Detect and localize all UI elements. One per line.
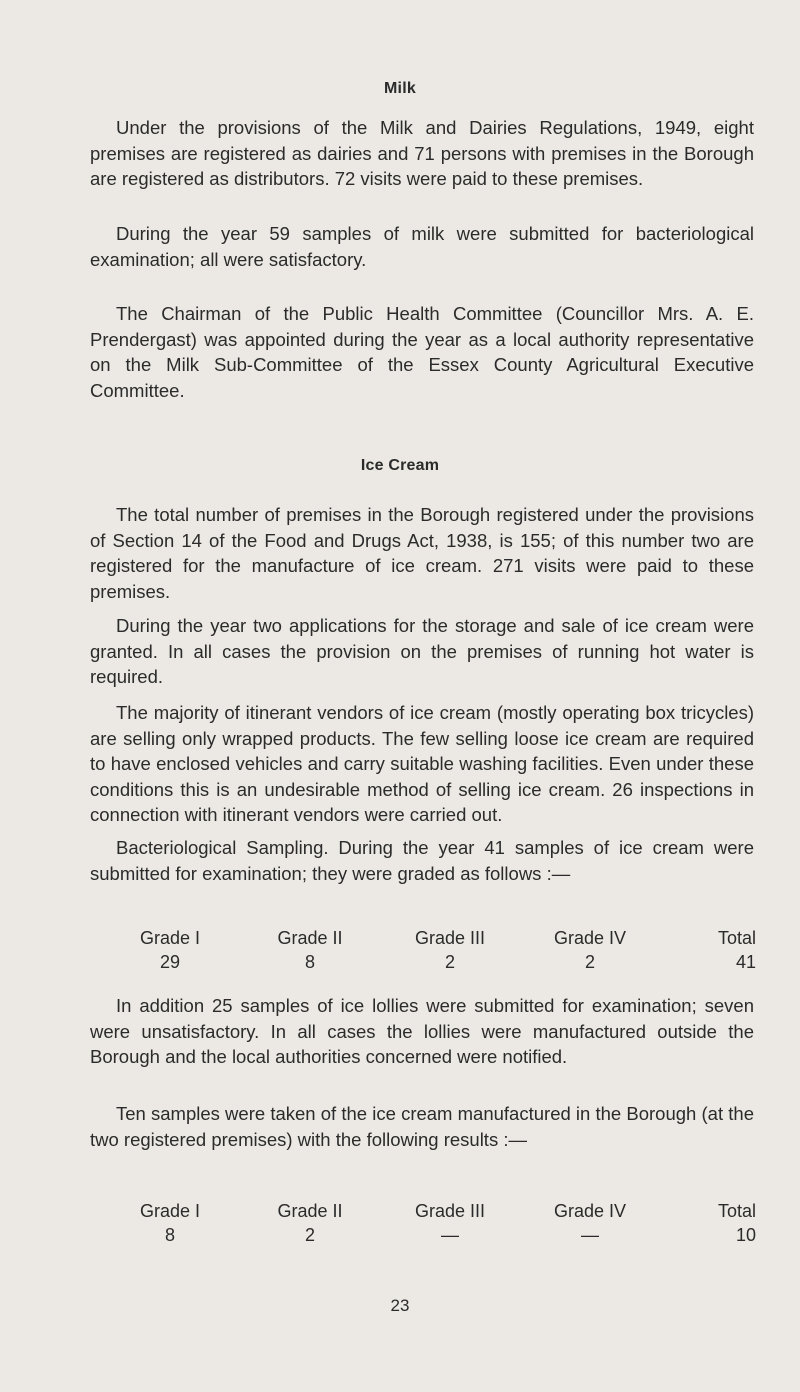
milk-paragraph-1: Under the provisions of the Milk and Dairies Regulations, 1949, eight premises are registered as dairies and 71 persons with premises in the Borough are registered as distributors. 72 visits were paid to these premises. — [90, 117, 754, 189]
table-header-cell: Grade IV — [553, 928, 627, 948]
bacteriological-sampling-paragraph: Bacteriological Sampling. During the year 41 samples of ice cream were submitted for examination; they were graded as follows :— — [90, 837, 754, 884]
ice-cream-paragraph-1: The total number of premises in the Borough registered under the provisions of Section 14 of the Food and Drugs Act, 1938, is 155; of this number two are registered for the manufacture of ice cream. 271 visits were paid to these premises. — [90, 504, 754, 602]
table-header-cell: Grade III — [414, 928, 486, 948]
grades-table-1-value-row — [100, 950, 756, 974]
table-value-cell: 8 — [304, 952, 315, 972]
ice-cream-paragraph-3: The majority of itinerant vendors of ice cream (mostly operating box tricycles) are selling only wrapped products. The few selling loose ice cream are required to have enclosed vehicles and carry suitable washing facilities. Even under these conditions this is an undesirable method of selling ice cream. 26 inspections in connection with itinerant vendors were carried out. — [90, 702, 754, 825]
milk-paragraph-3: The Chairman of the Public Health Committee (Councillor Mrs. A. E. Prendergast) was appointed during the year as a local authority representative on the Milk Sub-Committee of the Essex County Agricultural Executive Committee. — [90, 303, 754, 401]
milk-heading: Milk — [384, 80, 416, 97]
table-value-cell: 2 — [444, 952, 455, 972]
table-header-cell: Grade II — [277, 1201, 343, 1221]
table-value-cell: 10 — [735, 1225, 756, 1245]
local-manufacture-paragraph: Ten samples were taken of the ice cream manufactured in the Borough (at the two registered premises) with the following results :— — [90, 1103, 754, 1150]
grades-table-1-header-row — [100, 926, 756, 950]
grades-table-2 — [100, 1199, 756, 1247]
table-header-cell: Grade IV — [553, 1201, 627, 1221]
table-header-cell: Total — [717, 1201, 756, 1221]
milk-paragraph-2: During the year 59 samples of milk were submitted for bacteriological examination; all were satisfactory. — [90, 223, 754, 270]
table-value-cell: 8 — [164, 1225, 175, 1245]
ice-cream-heading: Ice Cream — [360, 457, 440, 474]
table-header-cell: Grade II — [277, 928, 343, 948]
table-value-cell: — — [441, 1225, 459, 1245]
table-header-cell: Grade III — [414, 1201, 486, 1221]
table-header-cell: Grade I — [139, 1201, 201, 1221]
grades-table-1 — [100, 926, 756, 974]
table-value-cell: 2 — [584, 952, 595, 972]
table-header-cell: Grade I — [139, 928, 201, 948]
table-value-cell: — — [581, 1225, 599, 1245]
table-value-cell: 41 — [735, 952, 756, 972]
table-header-cell: Total — [717, 928, 756, 948]
ice-cream-paragraph-2: During the year two applications for the storage and sale of ice cream were granted. In all cases the provision on the premises of running hot water is required. — [90, 615, 754, 687]
page-number: 23 — [390, 1296, 410, 1315]
grades-table-2-value-row — [100, 1223, 756, 1247]
grades-table-2-header-row — [100, 1199, 756, 1223]
table-value-cell: 29 — [159, 952, 181, 972]
table-value-cell: 2 — [304, 1225, 315, 1245]
ice-lollies-paragraph: In addition 25 samples of ice lollies were submitted for examination; seven were unsatisfactory. In all cases the lollies were manufactured outside the Borough and the local authorities concerned were notified. — [90, 995, 754, 1067]
